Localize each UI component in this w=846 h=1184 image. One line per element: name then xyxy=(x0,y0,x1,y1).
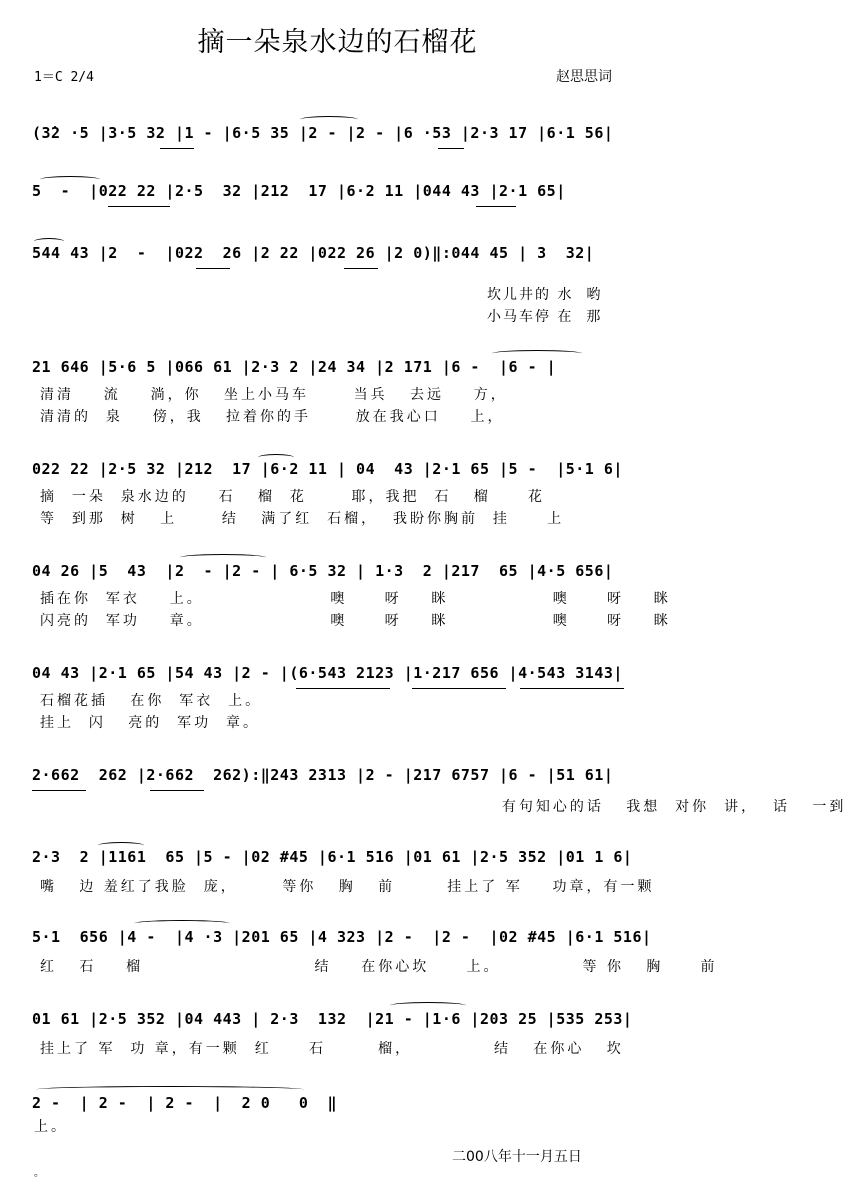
lyric-line-2: 小马车停 在 那 xyxy=(487,309,603,325)
lyric-line-1: 石榴花插 在你 军衣 上。 xyxy=(40,693,263,709)
lyric-line-1: 嘴 边 羞红了我脸 庞， 等你 胸 前 挂上了 军 功章，有一颗 xyxy=(40,879,655,895)
notation-line: 022 22 |2·5 32 |212 17 |6·2 11 | 04 43 |2·1 65 |5 - |5·1 6| xyxy=(32,460,623,478)
song-title: 摘一朵泉水边的石榴花 xyxy=(197,27,478,58)
notation-line: 5 - |022 22 |2·5 32 |212 17 |6·2 11 |044 43 |2·1 65| xyxy=(32,182,566,200)
lyric-line-1: 有句知心的话 我想 对你 讲， 话 一到 xyxy=(40,799,846,815)
lyric-line-2: 等 到那 树 上 结 满了红 石榴， 我盼你胸前 挂 上 xyxy=(40,511,565,527)
notation-line: 04 43 |2·1 65 |54 43 |2 - |(6·543 2123 |1·217 656 |4·543 3143| xyxy=(32,664,623,682)
lyric-line-1: 清清 流 淌，你 坐上小马车 当兵 去远 方， xyxy=(40,387,508,403)
notation-line: 5·1 656 |4 - |4 ·3 |201 65 |4 323 |2 - |2 - |02 #45 |6·1 516| xyxy=(32,928,652,946)
lyric-line-1: 插在你 军衣 上。 噢 呀 眯 噢 呀 眯 xyxy=(40,591,671,607)
notation-line: 2 - | 2 - | 2 - | 2 0 0 ‖ xyxy=(32,1094,337,1112)
lyric-line-1: 上。 xyxy=(34,1119,68,1135)
lyric-line-2: 清清的 泉 傍，我 拉着你的手 放在我心口 上， xyxy=(40,409,505,425)
notation-line: 2·3 2 |1161 65 |5 - |02 #45 |6·1 516 |01 61 |2·5 352 |01 1 6| xyxy=(32,848,633,866)
lyric-line-1: 红 石 榴 结 在你心坎 上。 等 你 胸 前 xyxy=(40,959,718,975)
lyric-line-2: 闪亮的 军功 章。 噢 呀 眯 噢 呀 眯 xyxy=(40,613,671,629)
notation-line: 01 61 |2·5 352 |04 443 | 2·3 132 |21 - |1·6 |203 25 |535 253| xyxy=(32,1010,633,1028)
notation-line: 2·662 262 |2·662 262):‖243 2313 |2 - |217 6757 |6 - |51 61| xyxy=(32,766,614,784)
lyric-line-2: 挂上 闪 亮的 军功 章。 xyxy=(40,715,261,731)
lyric-line-1: 挂上了 军 功 章，有一颗 红 石 榴， 结 在你心 坎 xyxy=(40,1041,624,1057)
lyricist-credit: 赵思思词 xyxy=(556,69,612,85)
notation-line: (3̇2 ·5 |3·5 32 |1 - |6·5 35 |2 - |2 - |6 ·53 |2·3 17 |6·1 56| xyxy=(32,124,614,142)
lyric-line-1: 摘 一朵 泉水边的 石 榴 花 耶，我把 石 榴 花 xyxy=(40,489,546,505)
composition-date: 二00八年十一月五日 xyxy=(452,1149,582,1165)
page-mark: 。 xyxy=(34,1168,44,1179)
notation-line: 04 26 |5 43 |2 - |2 - | 6·5 32 | 1·3 2 |217 65 |4·5 656| xyxy=(32,562,614,580)
notation-line: 21 646 |5·6 5 |066 61 |2·3 2 |24 34 |2 171 |6 - |6 - | xyxy=(32,358,557,376)
lyric-line-1: 坎儿井的 水 哟 xyxy=(487,287,603,303)
notation-line: 544 43 |2 - |022 26 |2 22 |022 26 |2 0)‖:044 45 | 3 32| xyxy=(32,244,595,262)
key-signature: 1＝C 2/4 xyxy=(34,70,94,85)
